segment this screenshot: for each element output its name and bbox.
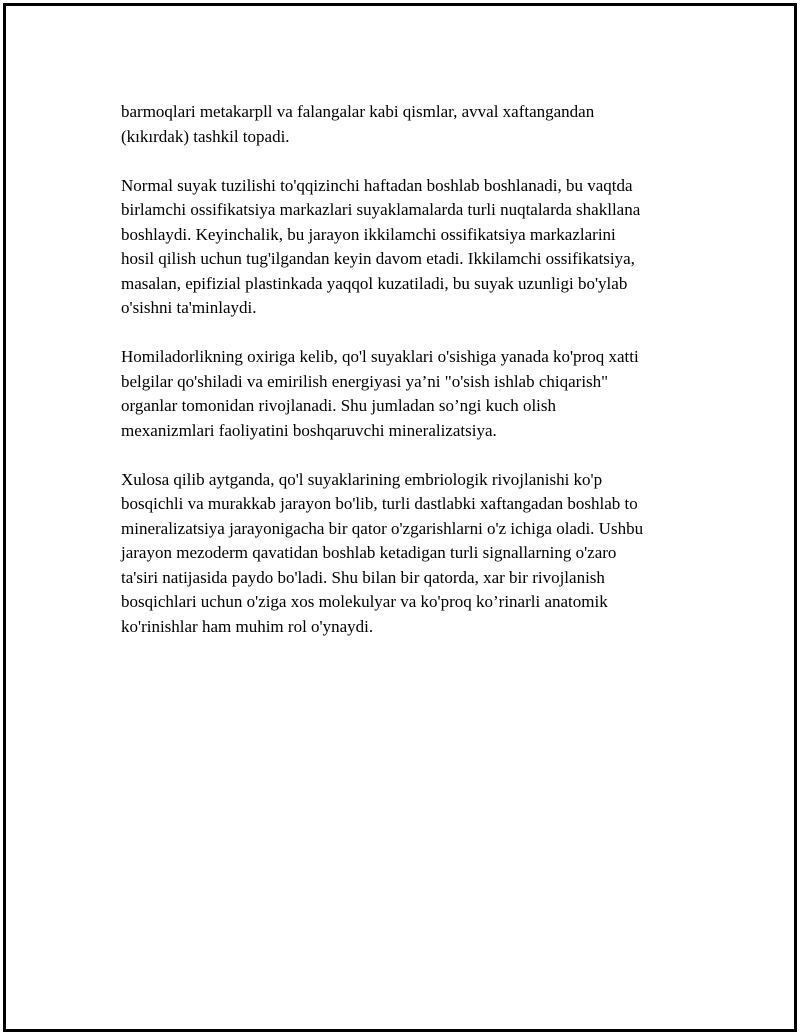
paragraph-2: Normal suyak tuzilishi to'qqizinchi haftadan boshlab boshlanadi, bu vaqtda birlamchi ossifikatsiya markazlari suyaklamalarda turli nuqtalarda shakllana boshlaydi. Keyinchalik, bu jarayon ikkilamchi ossifikatsiya markazlarini hosil qilish uchun tug'ilgandan keyin davom etadi. Ikkilamchi ossifikatsiya, masalan, epifizial plastinkada yaqqol kuzatiladi, bu suyak uzunligi bo'ylab o'sishni ta'minlaydi. — [121, 175, 641, 317]
page-frame — [3, 3, 797, 1032]
document-body — [121, 100, 701, 639]
paragraph-3: Homiladorlikning oxiriga kelib, qo'l suyaklari o'sishiga yanada ko'proq xatti belgilar qo'shiladi va emirilish energiyasi ya’ni "o'sish ishlab chiqarish" organlar tomonidan rivojlanadi. Shu jumladan so’ngi kuch olish mexanizmlari faoliyatini boshqaruvchi mineralizatsiya. — [121, 347, 639, 440]
paragraph-4: Xulosa qilib aytganda, qo'l suyaklarining embriologik rivojlanishi ko'p bosqichli va murakkab jarayon bo'lib, turli dastlabki xaftangadan boshlab to mineralizatsiya jarayonigacha bir qator o'zgarishlarni o'z ichiga oladi. Ushbu jarayon mezoderm qavatidan boshlab ketadigan turli signallarning o'zaro ta'siri natijasida paydo bo'ladi. Shu bilan bir qatorda, xar bir rivojlanish bosqichlari uchun o'ziga xos molekulyar va ko'proq ko’rinarli anatomik ko'rinishlar ham muhim rol o'ynaydi. — [121, 469, 644, 636]
paragraph-1: barmoqlari metakarpll va falangalar kabi qismlar, avval xaftangandan (kıkırdak) tashkil topadi. — [121, 102, 595, 146]
